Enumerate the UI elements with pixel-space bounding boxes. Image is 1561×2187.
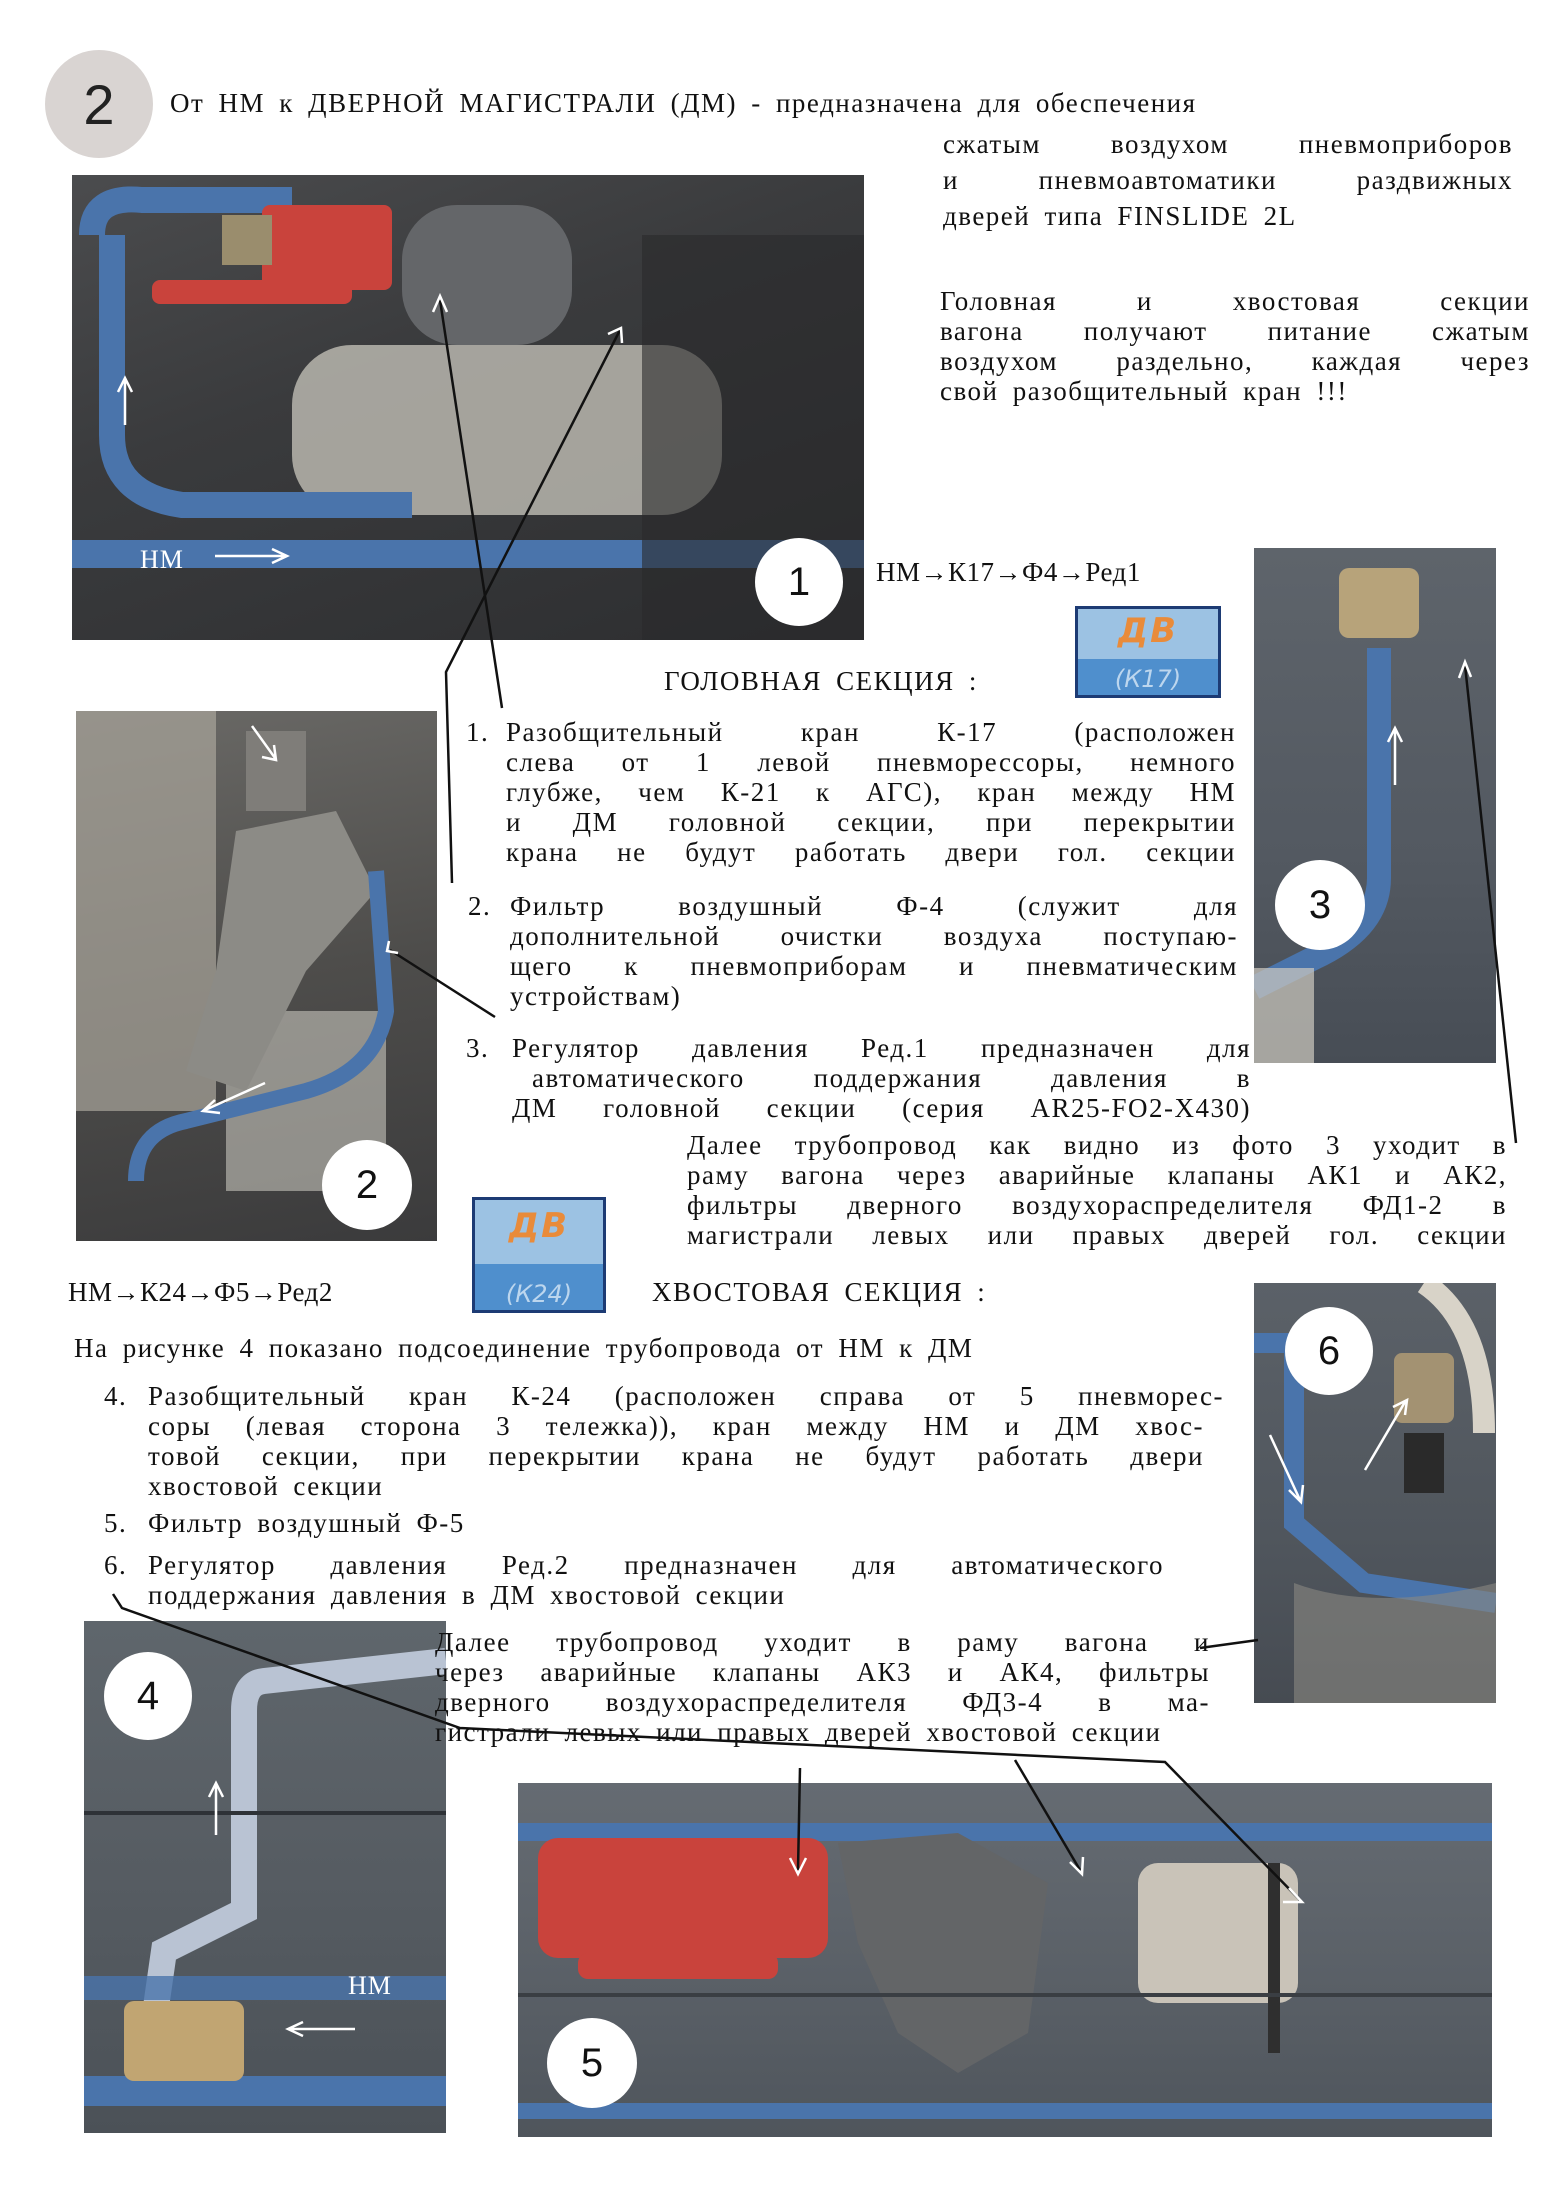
item-line: глубже, чем К-21 к АГС), кран между НМ (506, 777, 1236, 807)
photo-1-nm-label: НМ (140, 545, 184, 574)
photo-4-number: 4 (104, 1652, 192, 1740)
head-section-chain: НМ→К17→Ф4→Ред1 (876, 557, 1141, 587)
stamp-k24-bottom-text: (К24) (505, 1280, 573, 1308)
tail-section-item-4 (104, 1381, 1224, 1501)
photo-5-illustration (518, 1783, 1492, 2137)
photo-3-illustration (1254, 548, 1496, 1063)
tail-section-further-text (435, 1627, 1360, 1747)
item-line: крана не будут работать двери гол. секции (506, 837, 1236, 867)
item-line: Регулятор давления Ред.2 предназначен для автоматического (148, 1550, 1164, 1580)
item-line: поддержания давления в ДМ хвостовой секции (148, 1580, 786, 1610)
note-line: Головная и хвостовая секции (940, 286, 1530, 316)
item-line: дополнительной очистки воздуха поступаю- (510, 921, 1238, 951)
further-line: фильтры дверного воздухораспределителя ФД1-2 в (687, 1190, 1507, 1220)
item-line: щего к пневмоприборам и пневматическим (510, 951, 1238, 981)
photo-5-number: 5 (547, 2018, 637, 2108)
tail-section-item-6 (104, 1550, 1164, 1610)
photo-3-pipe-into-frame (1254, 548, 1496, 1063)
item-line: и ДМ головной секции, при перекрытии (506, 807, 1236, 837)
page-title-line-3: и пневмоавтоматики раздвижных (943, 165, 1513, 195)
item-line: слева от 1 левой пневморессоры, немного (506, 747, 1236, 777)
tail-section-chain: НМ→К24→Ф5→Ред2 (68, 1277, 333, 1307)
separate-supply-note (940, 286, 1530, 406)
item-number: 3. (466, 1033, 490, 1063)
photo-2-number: 2 (322, 1140, 412, 1230)
head-section-item-2 (468, 891, 1238, 1011)
further-line: дверного воздухораспределителя ФД3-4 в ма- (435, 1687, 1210, 1717)
item-number: 4. (104, 1381, 128, 1411)
further-line: раму вагона через аварийные клапаны АК1 и АК2, (687, 1160, 1507, 1190)
item-line: Разобщительный кран К-24 (расположен справа от 5 пневморес- (148, 1381, 1224, 1411)
item-line: Фильтр воздушный Ф-5 (148, 1508, 465, 1538)
stamp-dv-k24 (472, 1197, 606, 1313)
item-line: Разобщительный кран К-17 (расположен (506, 717, 1236, 747)
item-number: 2. (468, 891, 492, 921)
photo-3-number: 3 (1275, 860, 1365, 950)
further-line: гистрали левых или правых дверей хвостовой секции (435, 1717, 1162, 1747)
stamp-k17-bottom-text: (К17) (1114, 665, 1182, 693)
stamp-k17-top-text: ДВ (1117, 611, 1179, 651)
note-line: свой разобщительный кран !!! (940, 376, 1348, 406)
page-title-line-1: От НМ к ДВЕРНОЙ МАГИСТРАЛИ (ДМ) - предназначена для обеспечения (170, 88, 1197, 118)
item-line: Фильтр воздушный Ф-4 (служит для (510, 891, 1238, 921)
item-line: Регулятор давления Ред.1 предназначен для (512, 1033, 1251, 1063)
item-line: товой секции, при перекрытии крана не будут работать двери (148, 1441, 1204, 1471)
section-number-badge: 2 (45, 50, 153, 158)
page-title-line-2: сжатым воздухом пневмоприборов (943, 129, 1513, 159)
item-line: ДМ головной секции (серия AR25-FO2-X430) (512, 1093, 1251, 1123)
stamp-k24-top-text: ДВ (508, 1206, 570, 1246)
item-number: 5. (104, 1508, 128, 1538)
head-section-item-3 (466, 1033, 1251, 1123)
further-line: Далее трубопровод как видно из фото 3 уходит в (687, 1130, 1507, 1160)
tail-section-item-5 (104, 1508, 904, 1538)
item-number: 1. (466, 717, 490, 747)
tail-section-intro: На рисунке 4 показано подсоединение трубопровода от НМ к ДМ (74, 1333, 974, 1363)
item-number: 6. (104, 1550, 128, 1580)
page-title-line-4: дверей типа FINSLIDE 2L (943, 201, 1297, 231)
head-section-item-1 (466, 717, 1236, 867)
item-line: устройствам) (510, 981, 682, 1011)
photo-1-illustration (72, 175, 864, 640)
further-line: магистрали левых или правых дверей гол. секции (687, 1220, 1507, 1250)
stamp-dv-k17 (1075, 606, 1221, 698)
item-line: хвостовой секции (148, 1471, 384, 1501)
head-section-further-text (687, 1130, 1507, 1250)
further-line: Далее трубопровод уходит в раму вагона и (435, 1627, 1210, 1657)
further-line: через аварийные клапаны АК3 и АК4, фильтры (435, 1657, 1210, 1687)
photo-4-nm-label: НМ (348, 1971, 392, 2000)
item-line: автоматического поддержания давления в (532, 1063, 1251, 1093)
note-line: вагона получают питание сжатым (940, 316, 1530, 346)
note-line: воздухом раздельно, каждая через (940, 346, 1530, 376)
photo-5-valve-k24-filter-f5-reg2 (518, 1783, 1492, 2137)
photo-1-valve-k17-filter-f4 (72, 175, 864, 640)
photo-1-number: 1 (755, 538, 843, 626)
photo-6-number: 6 (1285, 1307, 1373, 1395)
head-section-title: ГОЛОВНАЯ СЕКЦИЯ : (664, 666, 978, 696)
tail-section-title: ХВОСТОВАЯ СЕКЦИЯ : (652, 1277, 987, 1307)
item-line: соры (левая сторона 3 тележка)), кран между НМ и ДМ хвос- (148, 1411, 1204, 1441)
